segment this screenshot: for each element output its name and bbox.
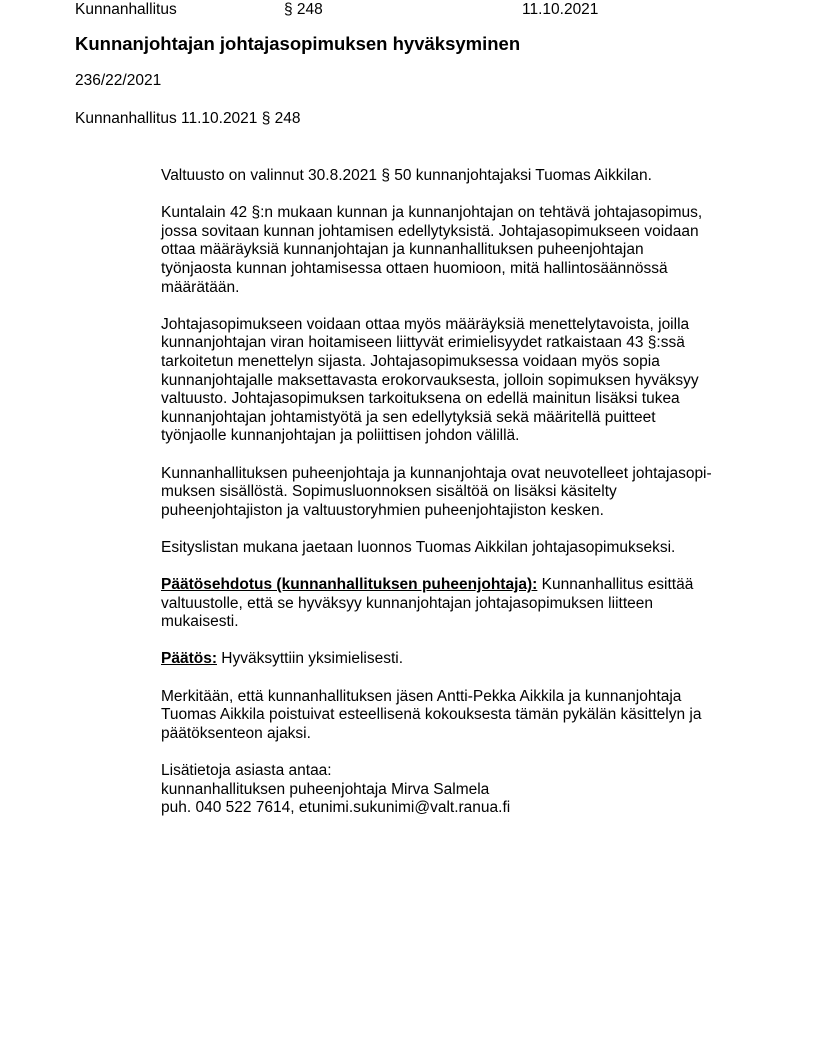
text-line: Johtajasopimukseen voidaan ottaa myös määräyksiä menettelytavoista, joilla bbox=[161, 315, 690, 333]
paragraph-council-selection bbox=[161, 167, 781, 186]
text-line: Kunnanhallituksen puheenjohtaja ja kunnanjohtaja ovat neuvotelleet johtajasopi- bbox=[161, 464, 712, 482]
text-line: Merkitään, että kunnanhallituksen jäsen Antti-Pekka Aikkila ja kunnanjohtaja bbox=[161, 687, 682, 705]
paragraph-municipal-act bbox=[161, 204, 781, 297]
header-date: 11.10.2021 bbox=[522, 1, 599, 18]
text-line: kunnanjohtajan viran hoitamiseen liittyvät erimielisyydet ratkaistaan 43 §:ssä bbox=[161, 334, 685, 352]
text-line: Tuomas Aikkila poistuivat esteellisenä kokouksesta tämän pykälän käsittelyn ja bbox=[161, 706, 702, 724]
text-line: määrätään. bbox=[161, 278, 240, 296]
meeting-reference: Kunnanhallitus 11.10.2021 § 248 bbox=[75, 110, 301, 127]
contact-heading: Lisätietoja asiasta antaa: bbox=[161, 762, 332, 779]
text-line: kunnanjohtajan johtamistyötä ja sen edellytyksiä sekä määritellä puitteet bbox=[161, 408, 656, 426]
text-line: tarkoitetun menettelyn sijasta. Johtajasopimuksessa voidaan myös sopia bbox=[161, 352, 660, 370]
text-line: Valtuusto on valinnut 30.8.2021 § 50 kunnanjohtajaksi Tuomas Aikkilan. bbox=[161, 167, 652, 184]
text-line: Esityslistan mukana jaetaan luonnos Tuomas Aikkilan johtajasopimukseksi. bbox=[161, 538, 676, 556]
text-line: Kuntalain 42 §:n mukaan kunnan ja kunnanjohtajan on tehtävä johtajasopimus, bbox=[161, 204, 703, 222]
paragraph-decision-proposal bbox=[161, 576, 781, 632]
text-line: työnjaolle kunnanjohtajan ja poliittisen johdon välillä. bbox=[161, 427, 520, 445]
decision-proposal-text: Kunnanhallitus esittää bbox=[537, 576, 694, 594]
text-line: kunnanjohtajalle maksettavasta erokorvauksesta, jolloin sopimuksen hyväksyy bbox=[161, 371, 699, 389]
page-header bbox=[0, 1, 816, 20]
paragraph-agreement-purpose bbox=[161, 316, 781, 446]
contact-info bbox=[161, 762, 781, 818]
header-committee: Kunnanhallitus bbox=[75, 1, 177, 18]
decision-proposal-label: Päätösehdotus (kunnanhallituksen puheenjohtaja): bbox=[161, 576, 538, 594]
text-line: työnjaosta kunnan johtamisessa ottaen huomioon, mitä hallintosäännössä bbox=[161, 259, 668, 277]
text-line bbox=[161, 576, 781, 595]
text-line: muksen sisällöstä. Sopimusluonnoksen sisältöä on lisäksi käsitelty bbox=[161, 483, 617, 501]
decision-label: Päätös: bbox=[161, 650, 217, 668]
text-line: päätöksenteon ajaksi. bbox=[161, 724, 311, 742]
text-line: valtuustolle, että se hyväksyy kunnanjohtajan johtajasopimuksen liitteen bbox=[161, 594, 653, 612]
contact-person: kunnanhallituksen puheenjohtaja Mirva Salmela bbox=[161, 780, 490, 798]
paragraph-draft-distribution bbox=[161, 539, 781, 558]
text-line bbox=[161, 650, 781, 669]
header-section-number: § 248 bbox=[284, 1, 323, 18]
document-title: Kunnanjohtajan johtajasopimuksen hyväksyminen bbox=[75, 33, 521, 54]
paragraph-decision bbox=[161, 650, 781, 669]
text-line: valtuusto. Johtajasopimuksen tarkoituksena on edellä mainitun lisäksi tukea bbox=[161, 390, 680, 408]
contact-phone-email: puh. 040 522 7614, etunimi.sukunimi@valt.ranua.fi bbox=[161, 799, 511, 817]
text-line: mukaisesti. bbox=[161, 613, 239, 631]
paragraph-recusal-note bbox=[161, 688, 781, 744]
text-line: ottaa määräyksiä kunnanjohtajan ja kunnanhallituksen puheenjohtajan bbox=[161, 241, 644, 259]
paragraph-negotiations bbox=[161, 465, 781, 521]
text-line: puheenjohtajiston ja valtuustoryhmien puheenjohtajiston kesken. bbox=[161, 501, 604, 519]
document-body bbox=[161, 167, 781, 836]
decision-text: Hyväksyttiin yksimielisesti. bbox=[217, 650, 404, 668]
text-line: jossa sovitaan kunnan johtamisen edellytyksistä. Johtajasopimukseen voidaan bbox=[161, 222, 699, 240]
case-number: 236/22/2021 bbox=[75, 72, 162, 89]
